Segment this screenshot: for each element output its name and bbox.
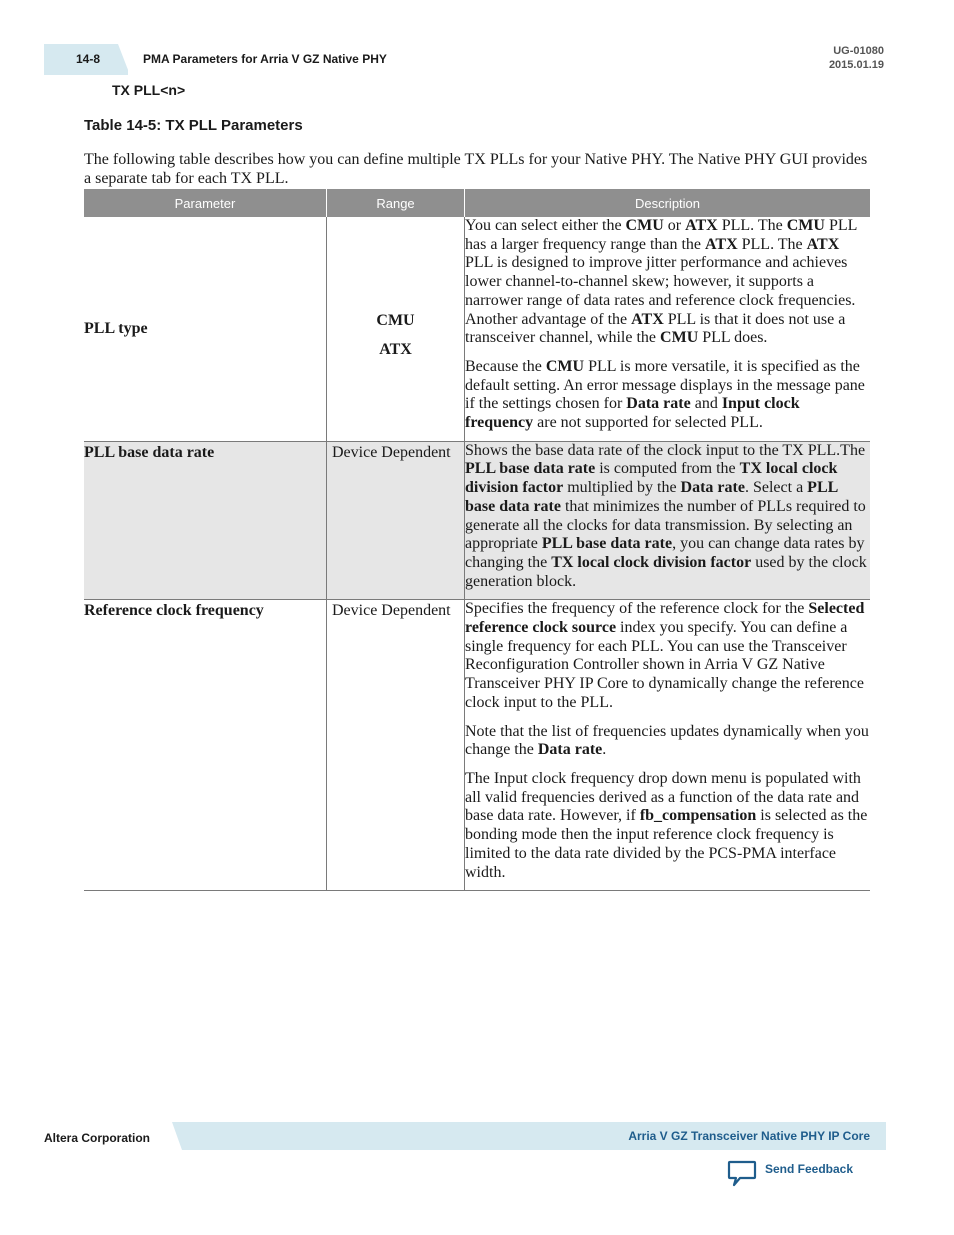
bold-term: CMU [660,329,699,347]
bold-term: ATX [806,235,840,253]
description-paragraph: Shows the base data rate of the clock input to the TX PLL.The PLL base data rate is computed from the TX local clock division factor multiplied by the Data rate. Select a PLL base data rate that minimizes the number of PLLs required to generate all the clocks for data transmission. By selecting an appropriate PLL base data rate, you can change data rates by changing the TX local clock division factor used by the clock generation block. [465,441,867,590]
description-paragraph: Note that the list of frequencies updates dynamically when you change the Data rate. [465,722,869,759]
bold-term: Input clock frequency [465,395,800,432]
description-cell [465,600,871,891]
parameter-name: PLL type [84,217,327,441]
description-cell [465,441,871,600]
range-value: CMU [376,312,415,330]
bold-term: PLL base data rate [465,460,596,478]
intro-paragraph: The following table describes how you can define multiple TX PLLs for your Native PHY. The Native PHY GUI provides a separate tab for each TX PLL. [84,151,868,187]
bold-term: Selected reference clock source [465,600,865,637]
range-value: Device Dependent [327,600,465,891]
doc-id-block [829,44,884,72]
doc-id: UG-01080 [833,45,884,57]
page-number: 14-8 [76,52,101,66]
description-paragraph: The Input clock frequency drop down menu is populated with all valid frequencies derived as a function of the data rate and base data rate. However, if fb_compensation is selected as the bonding mode then the input reference clock frequency is limited to the data rate divided by the PCS-PMA interface width. [465,769,868,881]
bold-term: PLL base data rate [541,535,673,553]
bold-term: Data rate [537,741,603,759]
bold-term: fb_compensation [639,807,757,825]
tx-pll-parameters-table [84,189,870,891]
section-heading: TX PLL<n> [112,82,186,98]
description-paragraph: Because the CMU PLL is more versatile, it is specified as the default setting. An error message displays in the message pane if the settings chosen for Data rate and Input clock frequency are not supported for selected PLL. [465,357,865,432]
speech-bubble-icon[interactable] [727,1158,757,1188]
bold-term: Data rate [626,395,691,413]
footer-doc-title[interactable]: Arria V GZ Transceiver Native PHY IP Core [628,1129,870,1143]
bold-term: CMU [786,217,825,234]
running-header-title: PMA Parameters for Arria V GZ Native PHY [143,52,387,66]
table-row [84,600,870,891]
footer-band-fold [172,1122,182,1150]
header-parameter: Parameter [84,189,327,217]
description-cell [465,217,871,441]
bold-term: TX local clock division factor [551,553,752,571]
bold-term: TX local clock division factor [465,460,838,497]
bold-term: CMU [545,357,585,375]
bold-term: Data rate [680,479,745,497]
range-cell [327,217,465,441]
parameter-name: PLL base data rate [84,441,327,600]
header-description: Description [465,189,871,217]
bold-term: ATX [685,217,718,234]
description-paragraph: Specifies the frequency of the reference clock for the Selected reference clock source index you specify. You can define a single frequency for each PLL. You can use the Transceiver Reconfiguration Controller shown in Arria V GZ Native Transceiver PHY IP Core to dynamically change the reference clock input to the PLL. [465,600,865,711]
table-row [84,217,870,441]
footer-company: Altera Corporation [44,1131,151,1145]
table-caption: Table 14-5: TX PLL Parameters [84,117,303,134]
range-value: Device Dependent [327,441,465,600]
bold-term: PLL base data rate [465,479,838,515]
table-header-row [84,189,870,217]
bold-term: ATX [705,235,738,253]
send-feedback-link[interactable]: Send Feedback [765,1162,854,1176]
range-value: ATX [379,340,412,358]
bold-term: ATX [631,310,664,328]
description-paragraph: You can select either the CMU or ATX PLL. The CMU PLL has a larger frequency range than the ATX PLL. The ATX PLL is designed to improve jitter performance and achieves lower channel-to-channel skew; however, it supports a narrower range of data rates and reference clock frequencies. Another advantage of the ATX PLL is that it does not use a transceiver channel, while the CMU PLL does. [465,217,857,347]
bold-term: CMU [625,217,664,234]
doc-date: 2015.01.19 [828,59,884,71]
parameter-name: Reference clock frequency [84,600,327,891]
header-range: Range [327,189,465,217]
page-tab-fold [118,44,130,75]
table-row [84,441,870,600]
